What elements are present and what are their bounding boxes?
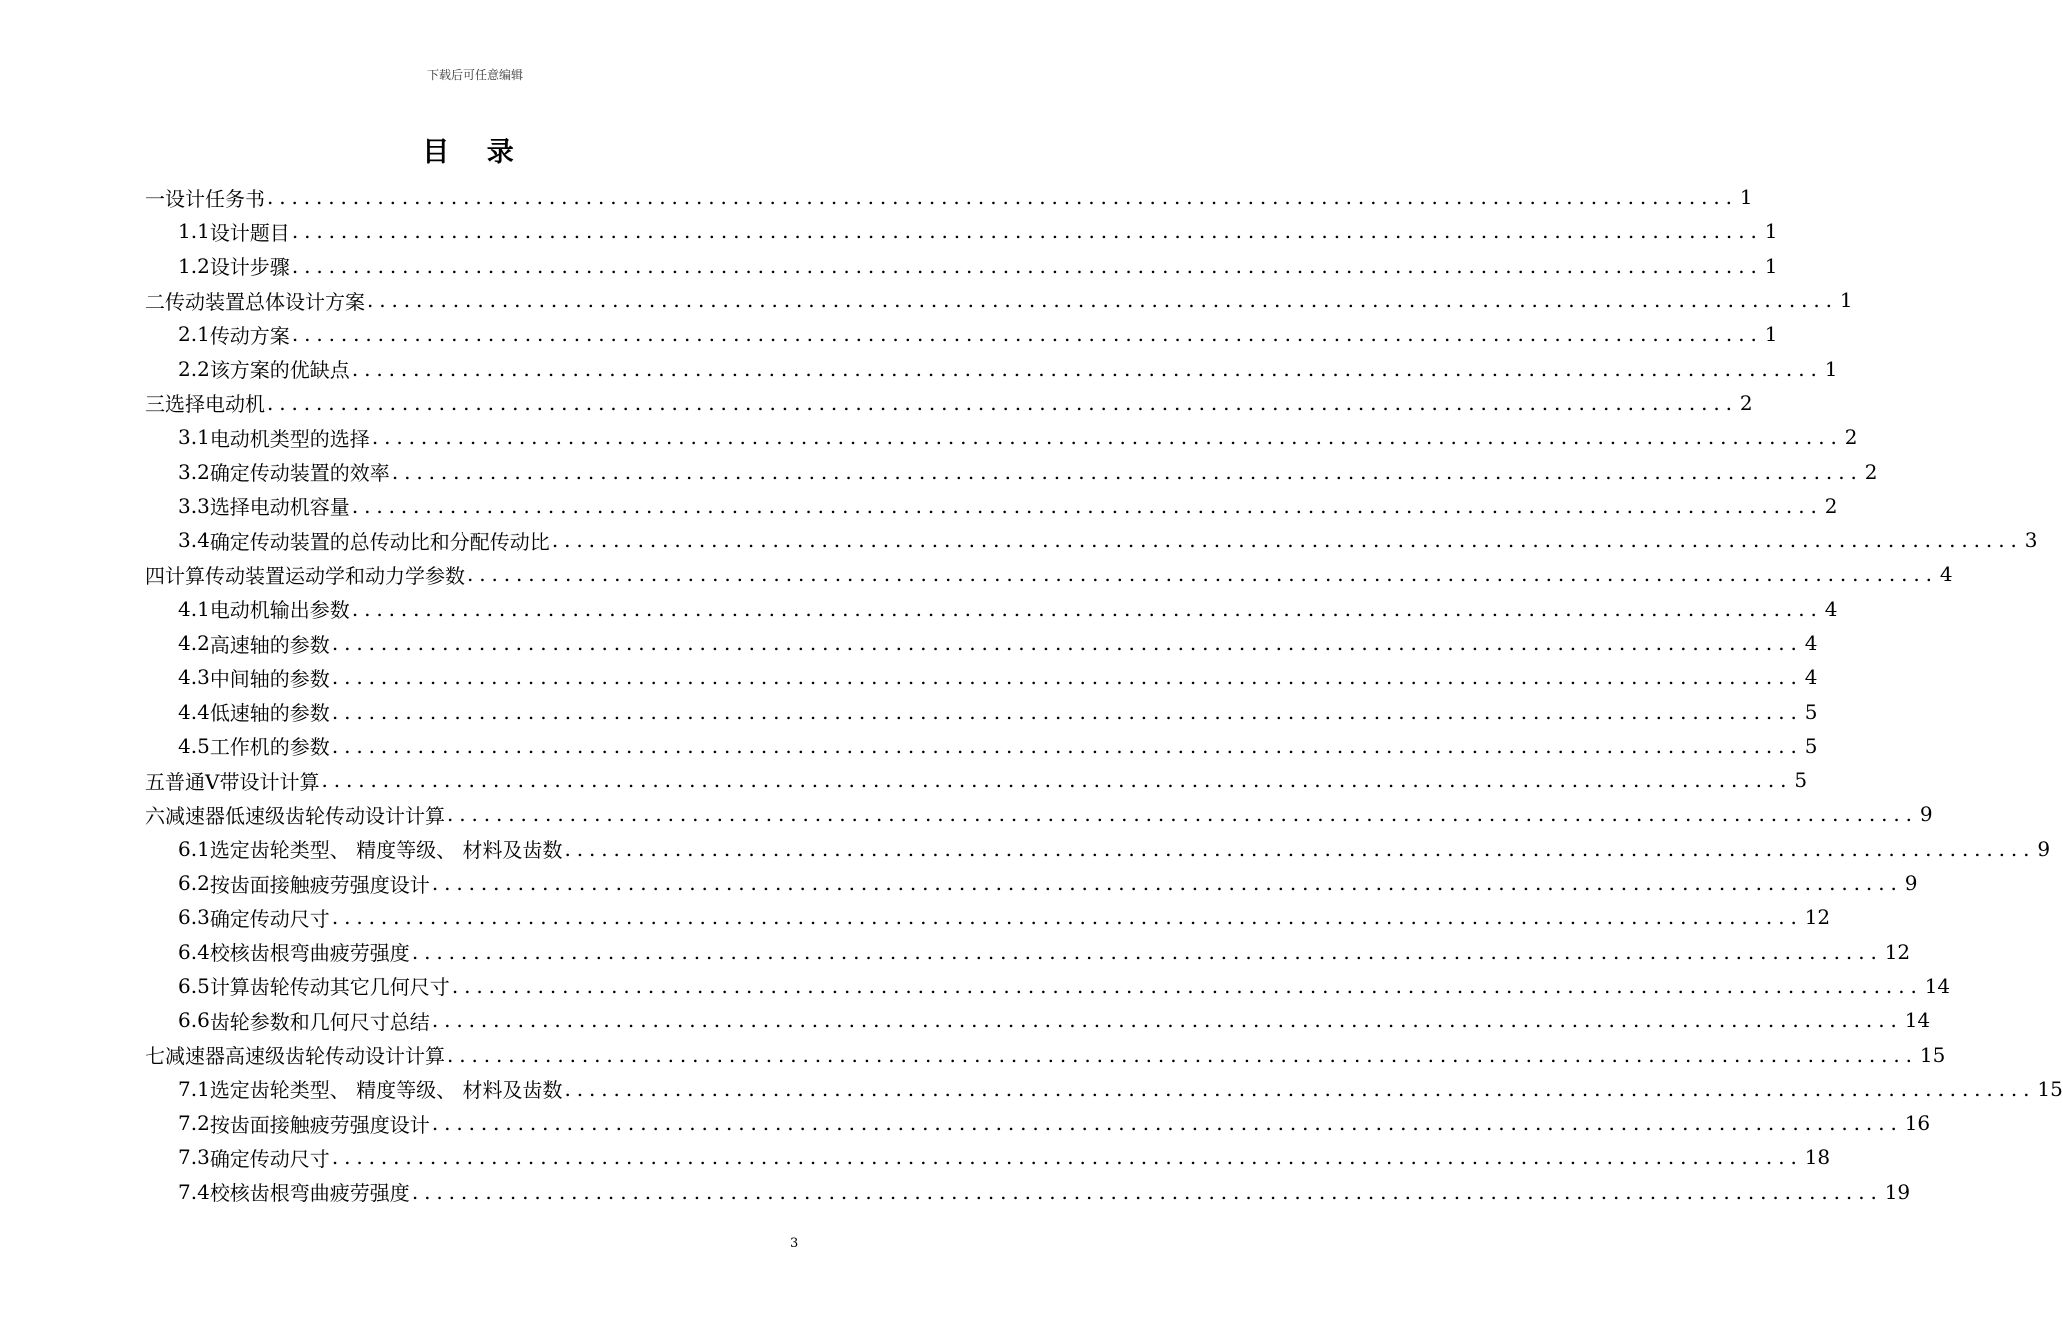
toc-entry-label: 确定传动装置的总传动比和分配传动比 [209, 529, 550, 554]
toc-entry-label: 按齿面接触疲劳强度设计 [209, 1112, 430, 1137]
toc-dot-leader: ........................................................................................................................ [467, 562, 1938, 587]
toc-entry[interactable] [145, 386, 1753, 420]
toc-entry[interactable] [145, 351, 1838, 385]
toc-entry-number: 1.2 [178, 253, 210, 278]
toc-entry-number: 7.1 [178, 1076, 210, 1101]
toc-entry-page: 18 [1804, 1145, 1831, 1170]
toc-entry-label: 该方案的优缺点 [209, 358, 350, 383]
toc-entry-number: 4.5 [178, 733, 210, 758]
toc-entry-label: 传动方案 [209, 323, 290, 348]
toc-entry-number: 4.4 [178, 699, 210, 724]
toc-dot-leader: ........................................................................................................................ [331, 905, 1803, 930]
toc-entry-label: 确定传动尺寸 [209, 906, 330, 931]
toc-entry[interactable] [145, 1072, 2063, 1106]
toc-entry-label: 电动机输出参数 [209, 598, 350, 623]
toc-entry[interactable] [145, 626, 1818, 660]
toc-entry-label: 普通V带设计计算 [165, 769, 320, 794]
toc-entry[interactable] [145, 180, 1753, 214]
toc-entry-number: 六 [145, 803, 165, 828]
toc-entry-number: 6.5 [178, 973, 210, 998]
toc-dot-leader: ........................................................................................................................ [391, 459, 1863, 484]
toc-entry-page: 2 [1864, 459, 1878, 484]
toc-entry-page: 9 [2037, 836, 2051, 861]
toc-entry-label: 工作机的参数 [209, 735, 330, 760]
toc-dot-leader: ........................................................................................................................ [331, 631, 1803, 655]
toc-entry-page: 1 [1764, 219, 1778, 244]
toc-entry-page: 2 [1824, 493, 1838, 518]
toc-entry-label: 中间轴的参数 [209, 666, 330, 691]
toc-entry[interactable] [145, 935, 1911, 969]
toc-entry-label: 传动装置总体设计方案 [165, 289, 365, 314]
toc-entry-page: 4 [1939, 562, 1953, 587]
toc-entry-label: 选定齿轮类型、 精度等级、 材料及齿数 [209, 838, 563, 863]
toc-entry-page: 1 [1764, 253, 1778, 278]
toc-entry-number: 6.1 [178, 836, 210, 861]
toc-entry-number: 7.3 [178, 1145, 210, 1170]
toc-dot-leader: ........................................................................................................................ [331, 1145, 1803, 1170]
toc-entry[interactable] [145, 249, 1778, 283]
toc-entry-page: 15 [1919, 1042, 1946, 1067]
toc-entry[interactable] [145, 283, 1853, 317]
toc-entry-page: 2 [1844, 425, 1858, 450]
toc-entry-page: 4 [1804, 631, 1818, 655]
toc-dot-leader: ........................................................................................................................ [267, 185, 1738, 210]
toc-dot-leader: ........................................................................................................................ [411, 1179, 1883, 1204]
toc-dot-leader: ........................................................................................................................ [291, 322, 1763, 347]
toc-dot-leader: ........................................................................................................................ [431, 871, 1903, 896]
toc-dot-leader: ........................................................................................................................ [351, 596, 1823, 621]
toc-dot-leader: ........................................................................................................................ [267, 390, 1738, 415]
toc-entry-label: 确定传动尺寸 [209, 1146, 330, 1171]
toc-entry-number: 五 [145, 769, 165, 794]
toc-entry-number: 4.1 [178, 596, 210, 621]
toc-dot-leader: ........................................................................................................................ [447, 802, 1918, 827]
toc-entry[interactable] [145, 592, 1838, 626]
toc-dot-leader: ........................................................................................................................ [331, 699, 1803, 724]
toc-dot-leader: ........................................................................................................................ [411, 939, 1883, 964]
toc-entry-page: 5 [1794, 768, 1808, 793]
toc-entry[interactable] [145, 1140, 1831, 1174]
toc-entry-label: 高速轴的参数 [209, 632, 330, 657]
toc-entry-label: 电动机类型的选择 [209, 426, 370, 451]
toc-entry-label: 选定齿轮类型、 精度等级、 材料及齿数 [209, 1078, 563, 1103]
toc-dot-leader: ........................................................................................................................ [321, 768, 1793, 793]
toc-entry[interactable] [145, 317, 1778, 351]
toc-entry-page: 5 [1804, 699, 1818, 724]
toc-entry-label: 设计任务书 [165, 186, 265, 211]
toc-entry[interactable] [145, 214, 1778, 248]
toc-entry-label: 选择电动机容量 [209, 495, 350, 520]
toc-dot-leader: ........................................................................................................................ [291, 219, 1763, 244]
toc-entry-page: 2 [1739, 390, 1753, 415]
toc-entry-label: 计算齿轮传动其它几何尺寸 [209, 975, 450, 1000]
toc-entry-label: 设计步骤 [209, 255, 290, 280]
toc-dot-leader: ........................................................................................................................ [291, 253, 1763, 278]
toc-entry[interactable] [145, 1037, 1946, 1071]
toc-dot-leader: ........................................................................................................................ [431, 1111, 1903, 1136]
toc-entry[interactable] [145, 797, 1933, 831]
toc-entry[interactable] [145, 694, 1818, 728]
toc-entry-number: 7.2 [178, 1111, 210, 1136]
toc-dot-leader: ........................................................................................................................ [564, 836, 2036, 861]
toc-entry[interactable] [145, 1106, 1931, 1140]
toc-entry-label: 减速器高速级齿轮传动设计计算 [165, 1044, 445, 1069]
toc-entry-page: 4 [1804, 665, 1818, 690]
toc-entry-page: 9 [1904, 871, 1918, 896]
toc-dot-leader: ........................................................................................................................ [351, 493, 1823, 518]
toc-entry-number: 七 [145, 1044, 165, 1069]
toc-entry-page: 14 [1924, 973, 1951, 998]
toc-entry-number: 2.2 [178, 356, 210, 381]
toc-entry-number: 3.1 [178, 425, 210, 450]
toc-entry[interactable] [145, 832, 2051, 866]
toc-entry-page: 9 [1919, 802, 1933, 827]
toc-dot-leader: ........................................................................................................................ [331, 665, 1803, 690]
toc-entry-number: 三 [145, 392, 165, 417]
toc-entry-label: 校核齿根弯曲疲劳强度 [209, 941, 410, 966]
toc-entry-number: 3.2 [178, 459, 210, 484]
toc-entry[interactable] [145, 557, 1953, 591]
toc-dot-leader: ........................................................................................................................ [367, 288, 1838, 313]
toc-entry-number: 6.3 [178, 905, 210, 930]
toc-entry-page: 1 [1824, 356, 1838, 381]
toc-entry-label: 确定传动装置的效率 [209, 461, 390, 486]
toc-entry-page: 12 [1804, 905, 1831, 930]
toc-entry[interactable] [145, 523, 2038, 557]
toc-entry-page: 1 [1764, 322, 1778, 347]
toc-entry-number: 6.4 [178, 939, 210, 964]
toc-entry-page: 1 [1839, 288, 1853, 313]
toc-entry[interactable] [145, 866, 1918, 900]
page-header: 下载后可任意编辑 [426, 68, 523, 82]
toc-entry-label: 校核齿根弯曲疲劳强度 [209, 1181, 410, 1206]
toc-entry-number: 一 [145, 186, 165, 211]
toc-entry-number: 四 [145, 563, 165, 588]
toc-title: 目 录 [422, 137, 528, 168]
toc-dot-leader: ........................................................................................................................ [551, 528, 2023, 553]
toc-entry-page: 19 [1884, 1179, 1911, 1204]
toc-entry[interactable] [145, 1003, 1931, 1037]
toc-entry-label: 低速轴的参数 [209, 701, 330, 726]
toc-dot-leader: ........................................................................................................................ [331, 733, 1803, 758]
toc-entry[interactable] [145, 969, 1951, 1003]
toc-entry-label: 减速器低速级齿轮传动设计计算 [165, 803, 445, 828]
toc-entry-page: 16 [1904, 1111, 1931, 1136]
toc-entry-number: 6.2 [178, 871, 210, 896]
toc-entry-number: 4.2 [178, 631, 210, 655]
toc-entry-number: 2.1 [178, 322, 210, 347]
toc-entry[interactable] [145, 763, 1808, 797]
toc-entry-label: 选择电动机 [165, 392, 265, 417]
toc-entry-label: 按齿面接触疲劳强度设计 [209, 872, 430, 897]
toc-entry-label: 齿轮参数和几何尺寸总结 [209, 1009, 430, 1034]
toc-entry[interactable] [145, 729, 1818, 763]
toc-entry-page: 15 [2037, 1076, 2063, 1101]
toc-entry-page: 5 [1804, 733, 1818, 758]
toc-entry-number: 4.3 [178, 665, 210, 690]
toc-dot-leader: ........................................................................................................................ [564, 1076, 2036, 1101]
table-of-contents [145, 180, 2063, 1209]
toc-entry-label: 设计题目 [209, 220, 290, 245]
toc-entry[interactable] [145, 1175, 1911, 1209]
toc-dot-leader: ........................................................................................................................ [351, 356, 1823, 381]
toc-entry-page: 12 [1884, 939, 1911, 964]
toc-dot-leader: ........................................................................................................................ [431, 1008, 1903, 1033]
toc-entry-label: 计算传动装置运动学和动力学参数 [165, 563, 465, 588]
toc-entry-number: 7.4 [178, 1179, 210, 1204]
toc-entry-page: 3 [2024, 528, 2038, 553]
toc-dot-leader: ........................................................................................................................ [447, 1042, 1918, 1067]
toc-dot-leader: ........................................................................................................................ [371, 425, 1843, 450]
toc-entry-number: 二 [145, 289, 165, 314]
toc-entry-number: 1.1 [178, 219, 210, 244]
toc-entry[interactable] [145, 420, 1858, 454]
toc-entry-page: 1 [1739, 185, 1753, 210]
toc-dot-leader: ........................................................................................................................ [451, 973, 1923, 998]
toc-entry[interactable] [145, 900, 1831, 934]
toc-entry-page: 4 [1824, 596, 1838, 621]
toc-entry[interactable] [145, 660, 1818, 694]
toc-entry[interactable] [145, 489, 1838, 523]
toc-entry-number: 3.4 [178, 528, 210, 553]
toc-entry-number: 3.3 [178, 493, 210, 518]
toc-entry[interactable] [145, 454, 1878, 488]
page-number: 3 [790, 1236, 799, 1251]
toc-entry-page: 14 [1904, 1008, 1931, 1033]
toc-entry-number: 6.6 [178, 1008, 210, 1033]
